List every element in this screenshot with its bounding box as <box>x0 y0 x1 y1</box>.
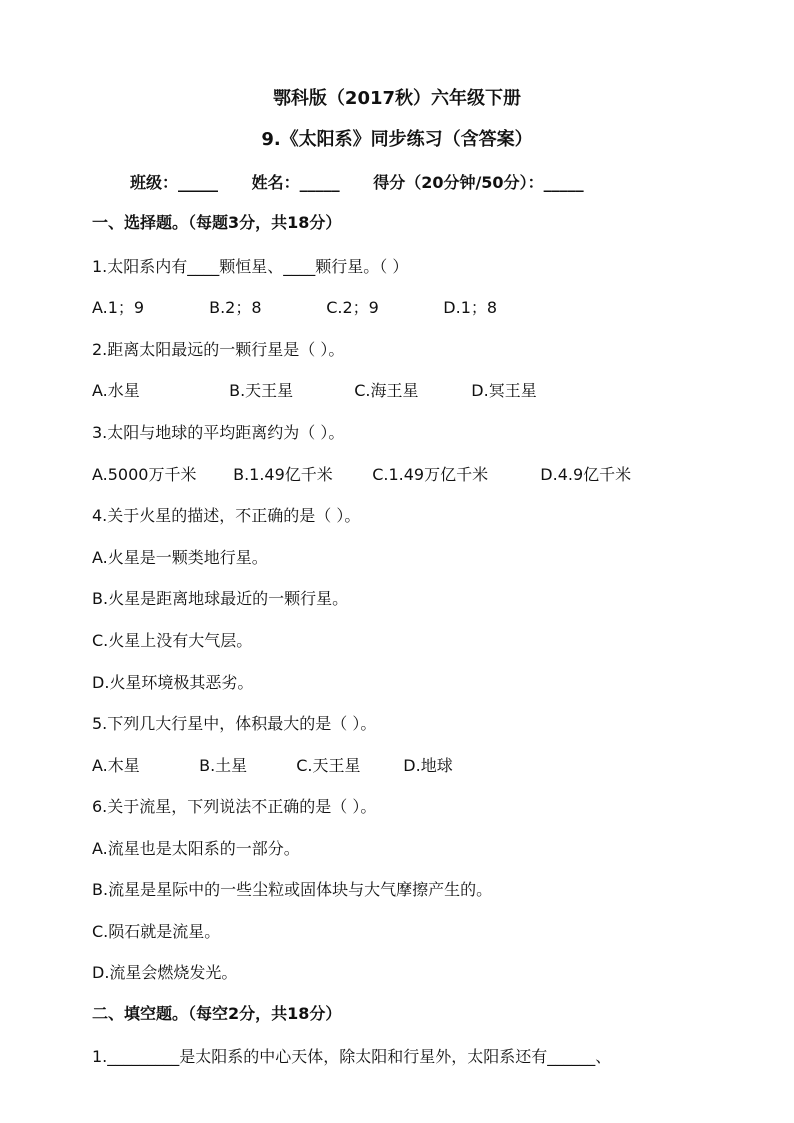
option-a: A.1；9 <box>92 298 145 317</box>
question-4-option-c: C.火星上没有大气层。 <box>92 631 253 650</box>
fill-question-1: 1._________是太阳系的中心天体，除太阳和行星外，太阳系还有______、 <box>92 1047 612 1066</box>
question-4: 4.关于火星的描述，不正确的是（ ）。 <box>92 506 361 525</box>
score-field: 得分（20分钟/50分）：_____ <box>373 173 584 192</box>
question-4-option-d: D.火星环境极其恶劣。 <box>92 673 254 692</box>
section-heading-choice: 一、选择题。（每题3分，共18分） <box>92 213 342 232</box>
question-3-options <box>92 462 631 485</box>
option-d: D.4.9亿千米 <box>540 465 632 484</box>
option-b: B.土星 <box>199 756 248 775</box>
question-4-option-a: A.火星是一颗类地行星。 <box>92 548 268 567</box>
option-c: C.海王星 <box>354 381 419 400</box>
option-b: B.天王星 <box>229 381 294 400</box>
document-subtitle: 9.《太阳系》同步练习（含答案） <box>261 129 533 150</box>
question-6-option-b: B.流星是星际中的一些尘粒或固体块与大气摩擦产生的。 <box>92 880 493 899</box>
option-a: A.5000万千米 <box>92 465 197 484</box>
option-c: C.1.49万亿千米 <box>372 465 489 484</box>
option-a: A.水星 <box>92 381 140 400</box>
question-2-options <box>92 378 537 401</box>
class-field: 班级：_____ <box>130 173 219 192</box>
question-5: 5.下列几大行星中，体积最大的是（ ）。 <box>92 714 377 733</box>
name-field: 姓名：_____ <box>251 173 340 192</box>
question-6-option-d: D.流星会燃烧发光。 <box>92 963 238 982</box>
question-6-option-c: C.陨石就是流星。 <box>92 922 221 941</box>
option-b: B.1.49亿千米 <box>233 465 333 484</box>
question-2: 2.距离太阳最远的一颗行星是（ ）。 <box>92 340 345 359</box>
student-info-row <box>130 170 612 193</box>
question-5-options <box>92 753 453 776</box>
option-d: D.冥王星 <box>471 381 537 400</box>
option-a: A.木星 <box>92 756 140 775</box>
section-heading-fill: 二、填空题。（每空2分，共18分） <box>92 1004 342 1023</box>
option-d: D.1；8 <box>443 298 498 317</box>
option-b: B.2；8 <box>209 298 262 317</box>
option-c: C.天王星 <box>296 756 361 775</box>
question-1: 1.太阳系内有____颗恒星、____颗行星。（ ） <box>92 257 409 276</box>
document-title: 鄂科版（2017秋）六年级下册 <box>272 88 522 109</box>
question-6: 6.关于流星，下列说法不正确的是（ ）。 <box>92 797 377 816</box>
option-d: D.地球 <box>403 756 453 775</box>
question-3: 3.太阳与地球的平均距离约为（ ）。 <box>92 423 345 442</box>
question-6-option-a: A.流星也是太阳系的一部分。 <box>92 839 300 858</box>
option-c: C.2；9 <box>326 298 379 317</box>
question-4-option-b: B.火星是距离地球最近的一颗行星。 <box>92 589 349 608</box>
question-1-options <box>92 295 497 318</box>
